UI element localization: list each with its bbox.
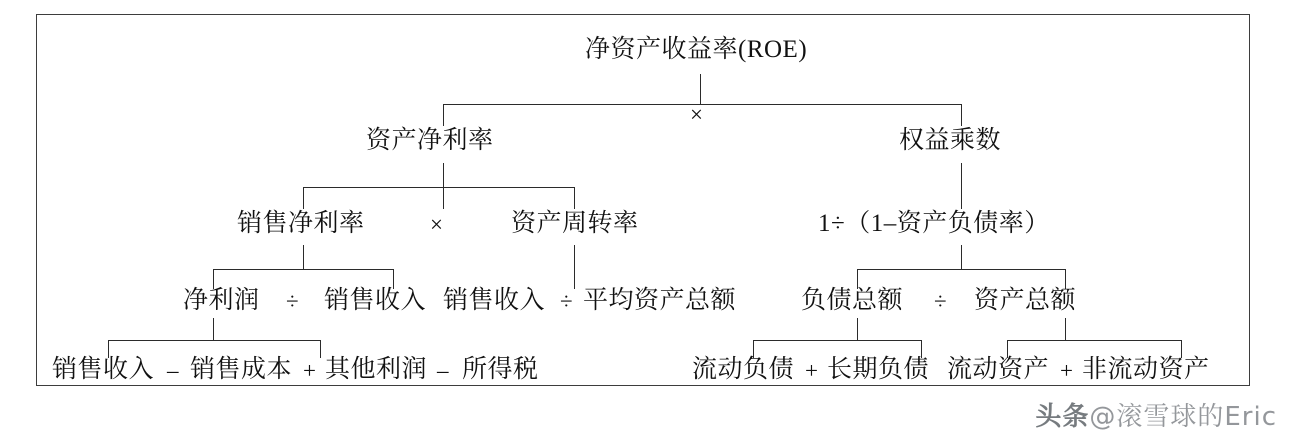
- connector-liab-stem: [857, 318, 858, 340]
- operator-plus-1: +: [303, 358, 316, 383]
- operator-minus-1: –: [167, 358, 179, 383]
- connector-assets-stem: [1065, 318, 1066, 340]
- connector-level4-assets-bar: [1007, 340, 1181, 341]
- diagram-frame: [36, 14, 1250, 386]
- node-sales-revenue-2: 销售收入: [443, 287, 546, 314]
- operator-multiply-level2: ×: [430, 212, 443, 237]
- connector-level3-left-bar: [213, 269, 393, 270]
- node-leverage-formula: 1÷（1–资产负债率）: [818, 210, 1050, 237]
- connector-margin-stem: [303, 245, 304, 269]
- node-net-profit-margin: 销售净利率: [237, 210, 365, 237]
- node-roa: 资产净利率: [366, 127, 494, 154]
- node-equity-multiplier: 权益乘数: [899, 127, 1002, 154]
- connector-margin-drop: [303, 187, 304, 209]
- node-sales-cost: 销售成本: [190, 356, 293, 383]
- node-roe: 净资产收益率(ROE): [585, 36, 808, 63]
- connector-level4-left-bar: [108, 340, 320, 341]
- connector-level2-bar: [303, 187, 574, 188]
- connector-l4-left-b: [320, 340, 321, 358]
- connector-roe-stem: [700, 74, 701, 104]
- operator-divide-2: ÷: [560, 289, 573, 314]
- connector-level4-liab-bar: [753, 340, 921, 341]
- connector-roa-stem: [443, 163, 444, 187]
- connector-turnover-drop: [574, 187, 575, 209]
- node-asset-turnover: 资产周转率: [511, 210, 639, 237]
- node-income-tax: 所得税: [462, 356, 539, 383]
- connector-equity-stem: [961, 163, 962, 209]
- connector-equity-drop: [961, 104, 962, 126]
- watermark-text: @滚雪球的Eric: [1089, 402, 1277, 432]
- node-current-liabilities: 流动负债: [692, 356, 795, 383]
- operator-minus-2: –: [437, 358, 449, 383]
- connector-roa-mid-drop: [443, 187, 444, 209]
- watermark: [1035, 396, 1277, 433]
- connector-turnover-stem: [574, 245, 575, 289]
- operator-plus-2: +: [805, 358, 818, 383]
- node-total-liabilities: 负债总额: [801, 287, 904, 314]
- connector-leverage-stem: [961, 245, 962, 269]
- operator-plus-3: +: [1060, 358, 1073, 383]
- connector-roa-drop: [443, 104, 444, 126]
- node-sales-revenue-3: 销售收入: [52, 356, 155, 383]
- node-net-profit: 净利润: [183, 287, 260, 314]
- node-current-assets: 流动资产: [947, 356, 1050, 383]
- node-other-profit: 其他利润: [325, 356, 428, 383]
- operator-divide-3: ÷: [934, 289, 947, 314]
- node-non-current-assets: 非流动资产: [1082, 356, 1210, 383]
- node-sales-revenue-1: 销售收入: [324, 287, 427, 314]
- connector-netprofit-stem: [213, 318, 214, 340]
- connector-level3-right-bar: [857, 269, 1065, 270]
- operator-divide-1: ÷: [286, 289, 299, 314]
- node-long-term-liabilities: 长期负债: [827, 356, 930, 383]
- node-avg-total-assets: 平均资产总额: [583, 287, 737, 314]
- operator-multiply-level1: ×: [690, 102, 703, 127]
- watermark-prefix: 头条: [1035, 402, 1090, 432]
- node-total-assets: 资产总额: [974, 287, 1077, 314]
